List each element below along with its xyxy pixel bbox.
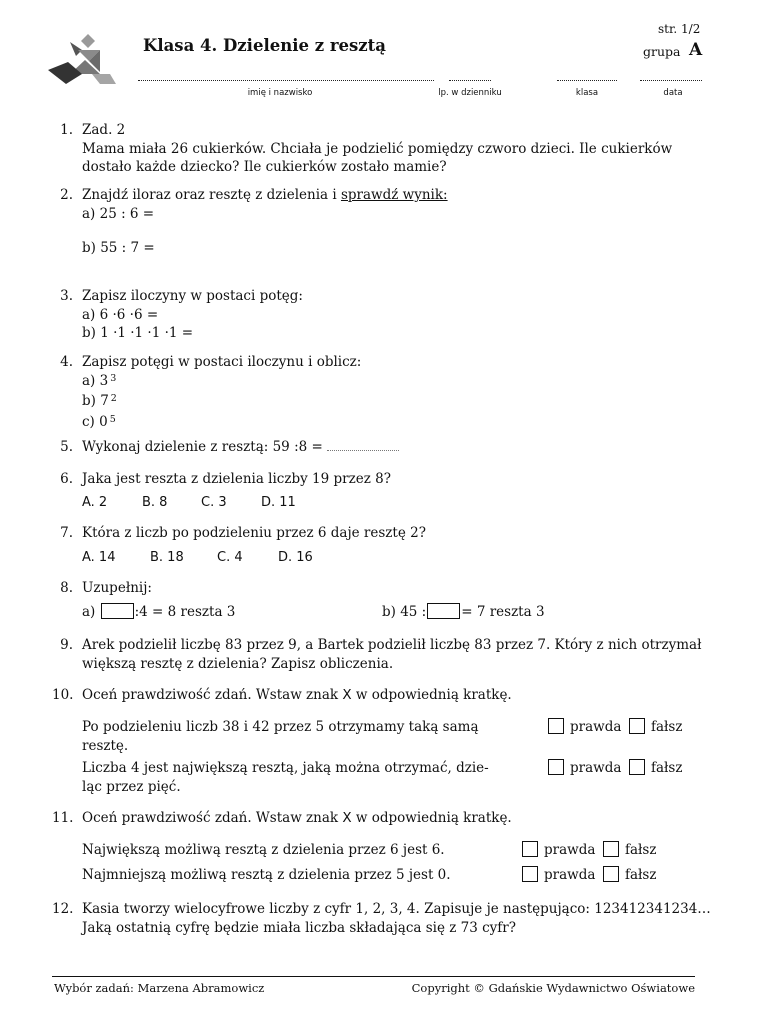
- checkbox[interactable]: [603, 841, 619, 857]
- footer-author: Wybór zadań: Marzena Abramowicz: [54, 981, 265, 995]
- name-field-line[interactable]: [138, 80, 434, 81]
- task-8-b-blank[interactable]: [427, 603, 460, 619]
- task-12: [52, 900, 722, 937]
- group-letter: A: [689, 40, 703, 60]
- task-8-a-prefix: a): [82, 604, 96, 620]
- task-8-text: Uzupełnij:: [82, 580, 152, 596]
- task-10: [52, 686, 702, 705]
- task-8-b-suffix: = 7 reszta 3: [461, 604, 545, 620]
- task-8-a-blank[interactable]: [101, 603, 134, 619]
- tangram-logo: [48, 34, 116, 88]
- task-7-option-d[interactable]: D. 16: [278, 550, 313, 565]
- task-11-statement-1: Największą możliwą resztą z dzielenia przez 6 jest 6.: [82, 842, 445, 858]
- task-10-s2-false[interactable]: fałsz: [629, 759, 682, 778]
- task-11-s2-true[interactable]: prawda: [522, 866, 595, 885]
- task-7-option-c[interactable]: C. 4: [217, 550, 243, 565]
- task-9-line-2: większą resztę z dzielenia? Zapisz obliczenia.: [82, 655, 394, 672]
- task-number: 2.: [60, 187, 73, 203]
- task-3-text: Zapisz iloczyny w postaci potęg:: [82, 288, 303, 304]
- checkbox[interactable]: [603, 866, 619, 882]
- checkbox[interactable]: [629, 759, 645, 775]
- page-title: Klasa 4. Dzielenie z resztą: [143, 36, 386, 55]
- task-4-c-exponent: 5: [109, 413, 116, 425]
- task-12-line-2: Jaką ostatnią cyfrę będzie miała liczba składająca się z 73 cyfr?: [82, 919, 516, 936]
- checkbox[interactable]: [629, 718, 645, 734]
- footer-copyright: Copyright © Gdańskie Wydawnictwo Oświatowe: [411, 981, 695, 995]
- task-7-option-b[interactable]: B. 18: [150, 550, 184, 565]
- checkbox[interactable]: [522, 866, 538, 882]
- task-number: 4.: [60, 354, 73, 370]
- task-10-s1-false[interactable]: fałsz: [629, 718, 682, 737]
- task-8-a-suffix: :4 = 8 reszta 3: [134, 604, 236, 620]
- task-11-text: Oceń prawdziwość zdań. Wstaw znak: [82, 810, 343, 826]
- task-10-statement-1: Po podzieleniu liczb 38 i 42 przez 5 otrzymamy taką samą resztę.: [82, 719, 479, 754]
- task-number: 3.: [60, 288, 73, 304]
- task-number: 9.: [60, 637, 73, 653]
- task-3-a: a) 6 ·6 ·6 =: [82, 306, 159, 323]
- task-4: [52, 353, 702, 433]
- task-number: 8.: [60, 580, 73, 596]
- task-11-text-end: w odpowiednią kratkę.: [351, 810, 512, 826]
- task-4-b-base: b) 7: [82, 393, 109, 409]
- class-field-line[interactable]: [557, 80, 617, 81]
- task-11-mark: X: [342, 810, 352, 826]
- task-8-a: [82, 603, 235, 622]
- task-11-s2-false[interactable]: fałsz: [603, 866, 656, 885]
- task-10-s2-true[interactable]: prawda: [548, 759, 621, 778]
- task-6: [52, 470, 702, 489]
- task-2-text: Znajdź iloraz oraz resztę z dzielenia i: [82, 187, 341, 203]
- task-4-a-base: a) 3: [82, 372, 109, 389]
- task-11-s1-false[interactable]: fałsz: [603, 841, 656, 860]
- caption-date: data: [663, 88, 683, 98]
- footer-divider: [52, 976, 695, 977]
- task-6-option-c[interactable]: C. 3: [201, 495, 227, 510]
- task-number: 12.: [52, 901, 74, 917]
- number-field-line[interactable]: [449, 80, 491, 81]
- task-10-text: Oceń prawdziwość zdań. Wstaw znak: [82, 687, 343, 703]
- caption-number: lp. w dzienniku: [438, 88, 502, 98]
- task-9-line-1: Arek podzielił liczbę 83 przez 9, a Bartek podzielił liczbę 83 przez 7. Który z nich otrzymał: [82, 637, 702, 653]
- caption-name: imię i nazwisko: [247, 88, 313, 98]
- task-3-b: b) 1 ·1 ·1 ·1 ·1 =: [82, 325, 194, 341]
- task-7-text: Która z liczb po podzieleniu przez 6 daje resztę 2?: [82, 525, 426, 541]
- task-1: [52, 121, 702, 177]
- task-12-line-1: Kasia tworzy wielocyfrowe liczby z cyfr 1, 2, 3, 4. Zapisuje je następująco: 123412341234…: [82, 901, 711, 917]
- task-7: [52, 524, 702, 543]
- checkbox[interactable]: [548, 718, 564, 734]
- task-10-mark: X: [342, 687, 352, 703]
- task-6-text: Jaka jest reszta z dzielenia liczby 19 przez 8?: [82, 471, 391, 487]
- checkbox[interactable]: [522, 841, 538, 857]
- caption-class: klasa: [575, 88, 599, 98]
- task-9: [52, 636, 712, 673]
- task-11-s1-true[interactable]: prawda: [522, 841, 595, 860]
- task-2-a: a) 25 : 6 =: [82, 205, 155, 222]
- task-5-text: Wykonaj dzielenie z resztą: 59 :8 =: [82, 439, 323, 455]
- task-number: 1.: [60, 122, 73, 138]
- task-11: [52, 809, 702, 828]
- task-4-text: Zapisz potęgi w postaci iloczynu i oblicz:: [82, 354, 362, 370]
- task-2-underlined: sprawdź wynik:: [340, 187, 448, 203]
- task-1-line-2: Mama miała 26 cukierków. Chciała je podzielić pomiędzy czworo dzieci. Ile cukierków: [82, 140, 673, 157]
- task-10-s1-true[interactable]: prawda: [548, 718, 621, 737]
- task-10-statement-2: Liczba 4 jest największą resztą, jaką można otrzymać, dzie- ląc przez pięć.: [82, 760, 489, 795]
- group-label: grupa: [643, 44, 681, 59]
- task-8: [52, 579, 702, 598]
- task-6-option-a[interactable]: A. 2: [82, 495, 108, 510]
- task-4-c-base: c) 0: [82, 413, 108, 430]
- task-5: [52, 438, 702, 457]
- task-2-b: b) 55 : 7 =: [82, 240, 155, 256]
- task-4-a-exponent: 3: [110, 372, 117, 384]
- task-6-option-d[interactable]: D. 11: [261, 495, 296, 510]
- task-number: 5.: [60, 439, 73, 455]
- page-number: str. 1/2: [658, 22, 701, 36]
- task-number: 10.: [52, 687, 74, 703]
- task-6-option-b[interactable]: B. 8: [142, 495, 168, 510]
- answer-line[interactable]: [327, 438, 399, 451]
- task-2: [52, 186, 702, 223]
- task-number: 6.: [60, 471, 73, 487]
- task-number: 11.: [52, 810, 74, 826]
- task-11-statement-2: Najmniejszą możliwą resztą z dzielenia przez 5 jest 0.: [82, 867, 451, 883]
- task-4-b-exponent: 2: [110, 393, 117, 404]
- checkbox[interactable]: [548, 759, 564, 775]
- task-10-text-end: w odpowiednią kratkę.: [351, 687, 512, 703]
- task-1-line-3: dostało każde dziecko? Ile cukierków zostało mamie?: [82, 159, 447, 175]
- task-2-b-row: [52, 239, 702, 258]
- task-3: [52, 287, 702, 343]
- task-8-b-prefix: b) 45 :: [382, 604, 427, 620]
- task-1-line-1: Zad. 2: [82, 122, 126, 138]
- date-field-line[interactable]: [640, 80, 702, 81]
- task-number: 7.: [60, 525, 73, 541]
- task-8-b: [382, 603, 545, 622]
- task-7-option-a[interactable]: A. 14: [82, 550, 116, 565]
